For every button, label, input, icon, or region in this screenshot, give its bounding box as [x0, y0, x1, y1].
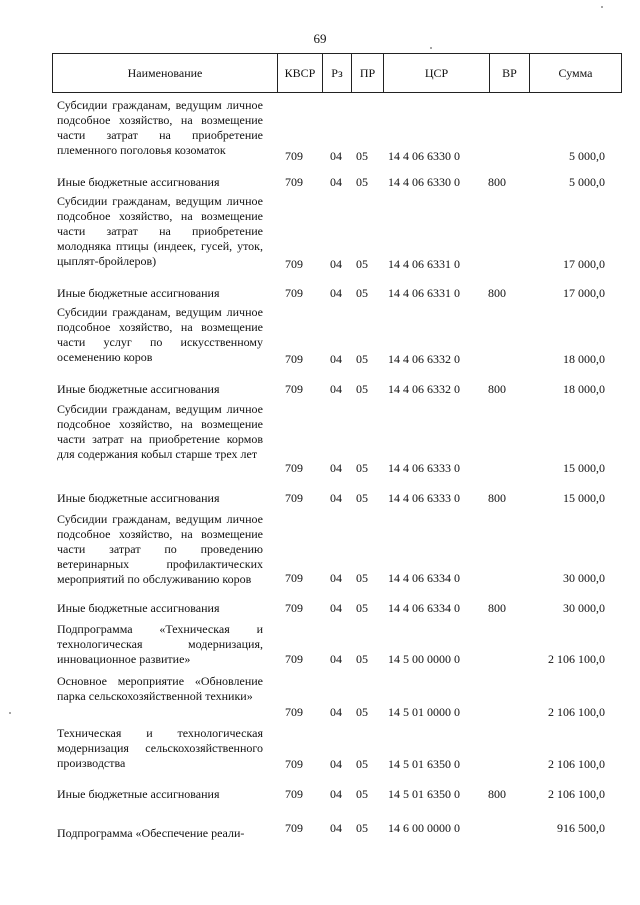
row-rz: 04: [330, 175, 342, 189]
row-name: Подпрограмма «Техническая и технологическая модернизация, инновационное развитие»: [57, 622, 263, 666]
row-pr: 05: [356, 286, 368, 300]
row-csr: 14 5 01 6350 0: [388, 757, 460, 771]
row-name: Субсидии гражданам, ведущим личное подсобное хозяйство, на возмещение части затрат на приобретение племенного поголовья козоматок: [57, 98, 263, 157]
header-name: Наименование: [53, 54, 278, 92]
row-sum: 17 000,0: [563, 286, 605, 300]
row-csr: 14 4 06 6332 0: [388, 352, 460, 366]
row-rz: 04: [330, 352, 342, 366]
row-csr: 14 4 06 6330 0: [388, 149, 460, 163]
row-pr: 05: [356, 601, 368, 615]
row-rz: 04: [330, 821, 342, 835]
row-pr: 05: [356, 705, 368, 719]
row-sum: 15 000,0: [563, 491, 605, 505]
row-name: Подпрограмма «Обеспечение реали-: [57, 826, 245, 840]
row-pr: 05: [356, 821, 368, 835]
row-sum: 15 000,0: [563, 461, 605, 475]
row-vr: 800: [488, 286, 506, 300]
row-rz: 04: [330, 286, 342, 300]
row-kvsr: 709: [285, 601, 303, 615]
row-kvsr: 709: [285, 352, 303, 366]
row-kvsr: 709: [285, 652, 303, 666]
row-csr: 14 4 06 6333 0: [388, 461, 460, 475]
row-vr: 800: [488, 491, 506, 505]
row-csr: 14 4 06 6334 0: [388, 601, 460, 615]
row-sum: 2 106 100,0: [548, 787, 605, 801]
row-kvsr: 709: [285, 757, 303, 771]
row-kvsr: 709: [285, 286, 303, 300]
row-sum: 2 106 100,0: [548, 757, 605, 771]
row-name: Основное мероприятие «Обновление парка сельскохозяйственной техники»: [57, 674, 263, 703]
row-rz: 04: [330, 382, 342, 396]
row-sum: 5 000,0: [569, 149, 605, 163]
row-sum: 2 106 100,0: [548, 652, 605, 666]
row-rz: 04: [330, 257, 342, 271]
row-name: Иные бюджетные ассигнования: [57, 175, 220, 189]
row-name: Иные бюджетные ассигнования: [57, 286, 220, 300]
row-sum: 5 000,0: [569, 175, 605, 189]
row-csr: 14 4 06 6333 0: [388, 491, 460, 505]
row-pr: 05: [356, 571, 368, 585]
row-rz: 04: [330, 461, 342, 475]
row-sum: 30 000,0: [563, 601, 605, 615]
row-kvsr: 709: [285, 149, 303, 163]
row-kvsr: 709: [285, 787, 303, 801]
header-rz: Рз: [323, 54, 352, 92]
row-name: Иные бюджетные ассигнования: [57, 491, 220, 505]
row-name: Субсидии гражданам, ведущим личное подсобное хозяйство, на возмещение части услуг по искусственному осеменению коров: [57, 305, 263, 364]
row-pr: 05: [356, 757, 368, 771]
row-rz: 04: [330, 601, 342, 615]
row-csr: 14 4 06 6330 0: [388, 175, 460, 189]
row-sum: 17 000,0: [563, 257, 605, 271]
row-csr: 14 4 06 6332 0: [388, 382, 460, 396]
row-rz: 04: [330, 705, 342, 719]
row-vr: 800: [488, 787, 506, 801]
row-rz: 04: [330, 149, 342, 163]
row-kvsr: 709: [285, 821, 303, 835]
row-pr: 05: [356, 352, 368, 366]
header-csr: ЦСР: [384, 54, 490, 92]
row-rz: 04: [330, 787, 342, 801]
row-kvsr: 709: [285, 705, 303, 719]
row-csr: 14 5 01 6350 0: [388, 787, 460, 801]
table-header: [52, 53, 622, 93]
row-name: Техническая и технологическая модернизация сельскохозяйственного производства: [57, 726, 263, 770]
row-csr: 14 5 00 0000 0: [388, 652, 460, 666]
row-kvsr: 709: [285, 461, 303, 475]
header-vr: ВР: [490, 54, 530, 92]
row-csr: 14 5 01 0000 0: [388, 705, 460, 719]
scan-speck: [430, 47, 432, 49]
row-pr: 05: [356, 175, 368, 189]
row-pr: 05: [356, 787, 368, 801]
row-sum: 18 000,0: [563, 382, 605, 396]
row-name: Иные бюджетные ассигнования: [57, 787, 220, 801]
row-sum: 2 106 100,0: [548, 705, 605, 719]
row-kvsr: 709: [285, 571, 303, 585]
row-pr: 05: [356, 149, 368, 163]
header-kvsr: КВСР: [278, 54, 323, 92]
row-sum: 916 500,0: [557, 821, 605, 835]
row-name: Субсидии гражданам, ведущим личное подсобное хозяйство, на возмещение части затрат на приобретение кормов для содержания кобыл старше трех лет: [57, 402, 263, 461]
row-pr: 05: [356, 652, 368, 666]
row-name: Иные бюджетные ассигнования: [57, 601, 220, 615]
row-pr: 05: [356, 382, 368, 396]
header-sum: Сумма: [558, 65, 593, 80]
row-vr: 800: [488, 601, 506, 615]
row-rz: 04: [330, 571, 342, 585]
row-csr: 14 4 06 6334 0: [388, 571, 460, 585]
scan-speck: [601, 6, 603, 8]
row-rz: 04: [330, 491, 342, 505]
scan-speck: [9, 712, 11, 714]
row-name: Иные бюджетные ассигнования: [57, 382, 220, 396]
row-kvsr: 709: [285, 491, 303, 505]
row-kvsr: 709: [285, 257, 303, 271]
row-pr: 05: [356, 257, 368, 271]
row-csr: 14 4 06 6331 0: [388, 286, 460, 300]
page-number: 69: [313, 31, 327, 46]
row-sum: 30 000,0: [563, 571, 605, 585]
row-vr: 800: [488, 175, 506, 189]
row-name: Субсидии гражданам, ведущим личное подсобное хозяйство, на возмещение части затрат на приобретение молодняка птицы (индеек, гусей, уток, цыплят-бройлеров): [57, 194, 263, 268]
row-csr: 14 4 06 6331 0: [388, 257, 460, 271]
row-pr: 05: [356, 461, 368, 475]
row-rz: 04: [330, 652, 342, 666]
header-pr: ПР: [352, 54, 384, 92]
row-sum: 18 000,0: [563, 352, 605, 366]
row-vr: 800: [488, 382, 506, 396]
row-pr: 05: [356, 491, 368, 505]
row-name: Субсидии гражданам, ведущим личное подсобное хозяйство, на возмещение части затрат по проведению ветеринарных профилактических мероприятий по обслуживанию коров: [57, 512, 263, 586]
row-kvsr: 709: [285, 382, 303, 396]
row-rz: 04: [330, 757, 342, 771]
row-kvsr: 709: [285, 175, 303, 189]
row-csr: 14 6 00 0000 0: [388, 821, 460, 835]
